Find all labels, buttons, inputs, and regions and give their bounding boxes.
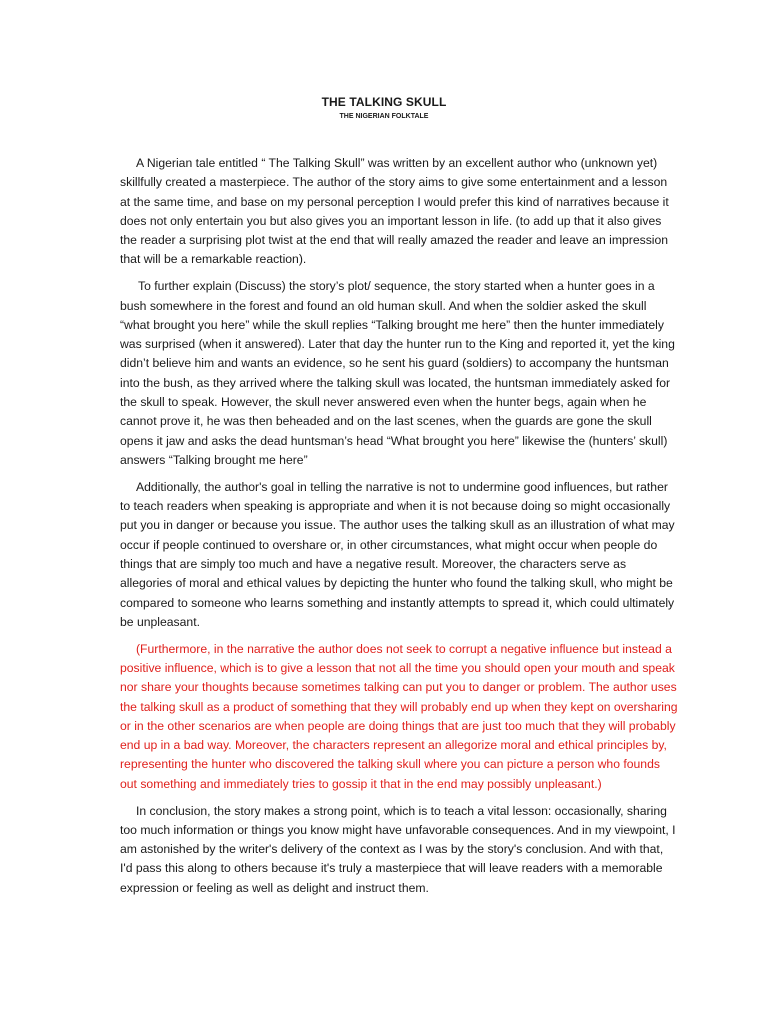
- paragraph-plot: To further explain (Discuss) the story’s plot/ sequence, the story started when a hunter goes in a bush somewhere in the forest and found an old human skull. And when the soldier asked the skull “what brought you here” while the skull replies “Talking brought me here” then the hunter immediately was surprised (when it answered). Later that day the hunter run to the King and reported it, yet the king didn’t believe him and wants an evidence, so he sent his guard (soldiers) to accompany the huntsman into the bush, as they arrived where the talking skull was located, the huntsman immediately asked for the skull to speak. However, the skull never answered even when the hunter begs, again when he cannot prove it, he was then beheaded and on the last scenes, when the guards are gone the skull opens it jaw and asks the dead huntsman’s head “What brought you here” likewise the (hunters’ skull) answers “Talking brought me here”: [120, 279, 675, 467]
- paragraph-introduction: A Nigerian tale entitled “ The Talking Skull” was written by an excellent author who (unknown yet) skillfully created a masterpiece. The author of the story aims to give some entertainment and a lesson at the same time, and base on my personal perception I would prefer this kind of narratives because it does not only entertain you but also gives you an important lesson in life. (to add up that it also gives the reader a surprising plot twist at the end that will really amazed the reader and leave an impression that will be a remarkable reaction).: [120, 156, 669, 267]
- document-subtitle: THE NIGERIAN FOLKTALE: [339, 113, 429, 120]
- document-title: THE TALKING SKULL: [321, 95, 447, 109]
- paragraph-author-goal: Additionally, the author's goal in telling the narrative is not to undermine good influences, but rather to teach readers when speaking is appropriate and when it is not because doing so might occasionally put you in danger or because you issue. The author uses the talking skull as an illustration of what may occur if people continued to overshare or, in other circumstances, what might occur when people do things that are simply too much and have a negative result. Moreover, the characters serve as allegories of moral and ethical values by depicting the hunter who found the talking skull, who might be compared to someone who learns something and instantly attempts to spread it, which could ultimately be unpleasant.: [120, 479, 675, 629]
- paragraph-highlighted-red: (Furthermore, in the narrative the author does not seek to corrupt a negative influence but instead a positive influence, which is to give a lesson that not all the time you should open your mouth and speak nor share your thoughts because sometimes talking can put you to danger or problem. The author uses the talking skull as a product of something that they will probably end up when they kept on oversharing or in the other scenarios are when people are doing things that are just too much that they will probably end up in a bad way. Moreover, the characters represent an allegorize moral and ethical principles by, representing the hunter who discovered the talking skull where you can picture a person who founds out something and immediately tries to gossip it that in the end may possibly unpleasant.): [120, 641, 678, 791]
- document-body: [120, 154, 678, 905]
- paragraph-conclusion: In conclusion, the story makes a strong point, which is to teach a vital lesson: occasionally, sharing too much information or things you know might have unfavorable consequences. And in my viewpoint, I am astonished by the writer's delivery of the context as I was by the story's conclusion. And with that, I'd pass this along to others because it's truly a masterpiece that will leave readers with a memorable expression or feeling as well as delight and instruct them.: [120, 803, 676, 895]
